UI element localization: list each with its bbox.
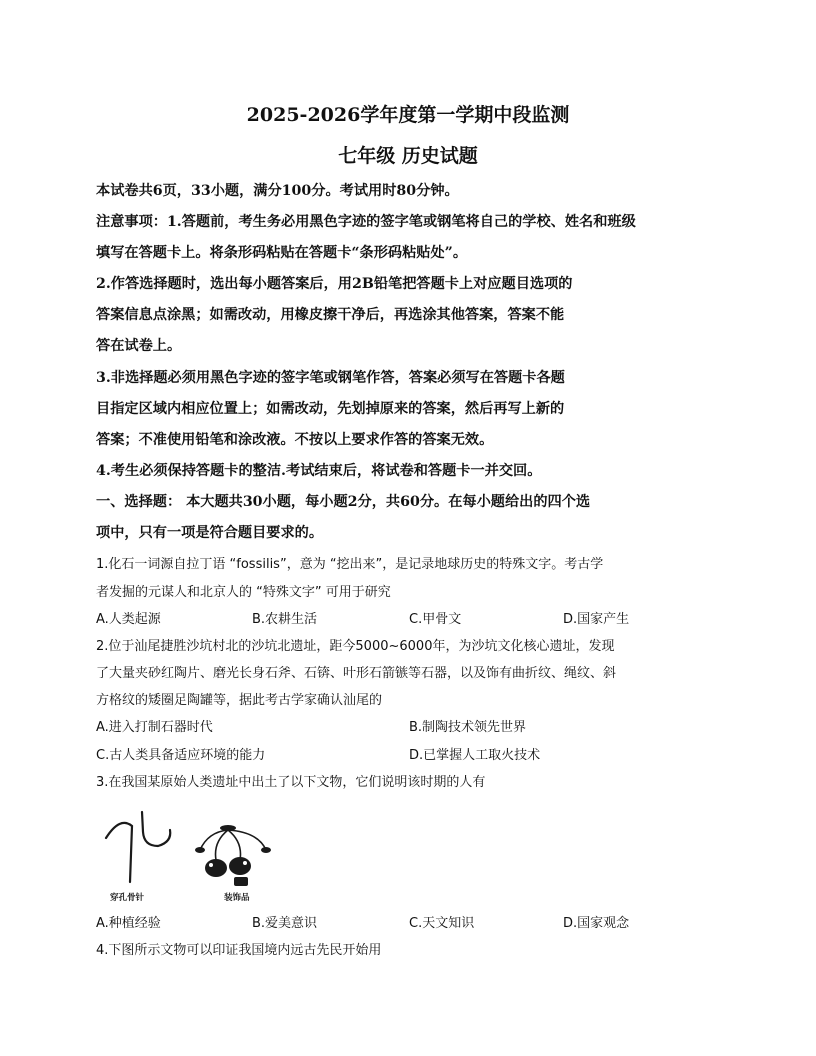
artifact-figure (98, 802, 308, 906)
section-heading: 项中，只有一项是符合题目要求的。 (96, 525, 324, 541)
question-2-stem: 了大量夹砂红陶片、磨光长身石斧、石锛、叶形石箭镞等石器，以及饰有曲折纹、绳纹、斜 (96, 666, 617, 681)
question-2-option-a: A.进入打制石器时代 (96, 720, 213, 735)
question-2-option-d: D.已掌握人工取火技术 (409, 748, 541, 763)
question-3-option-d: D.国家观念 (563, 916, 630, 931)
question-3-option-b: B.爱美意识 (252, 916, 318, 931)
question-1-option-c: C.甲骨文 (409, 612, 462, 627)
question-1-option-b: B.农耕生活 (252, 612, 318, 627)
question-3-option-c: C.天文知识 (409, 916, 475, 931)
question-4-stem: 4.下图所示文物可以印证我国境内远古先民开始用 (96, 943, 382, 958)
ornament-icon (195, 825, 271, 886)
bone-needle-icon (106, 812, 170, 882)
instruction-line: 答案；不准使用铅笔和涂改液。不按以上要求作答的答案无效。 (96, 432, 494, 448)
instruction-line: 3.非选择题必须用黑色字迹的签字笔或钢笔作答，答案必须写在答题卡各题 (96, 370, 565, 386)
question-1-option-a: A.人类起源 (96, 612, 161, 627)
instruction-line: 答案信息点涂黑；如需改动，用橡皮擦干净后，再选涂其他答案，答案不能 (96, 307, 565, 323)
question-2-stem: 方格纹的矮圈足陶罐等，据此考古学家确认汕尾的 (96, 693, 383, 708)
question-1-stem: 者发掘的元谋人和北京人的 “特殊文字” 可用于研究 (96, 585, 391, 600)
needle-caption: 穿孔骨针 (110, 893, 145, 903)
exam-title: 2025-2026学年度第一学期中段监测 (246, 104, 570, 126)
question-1-stem: 1.化石一词源自拉丁语 “fossilis”，意为 “挖出来”，是记录地球历史的特殊文字。考古学 (96, 557, 604, 572)
question-2-option-c: C.古人类具备适应环境的能力 (96, 748, 266, 763)
question-2-option-b: B.制陶技术领先世界 (409, 720, 527, 735)
artifact-illustration (98, 802, 308, 906)
question-2-stem: 2.位于汕尾捷胜沙坑村北的沙坑北遗址，距今5000~6000年，为沙坑文化核心遗址，发现 (96, 639, 615, 654)
instruction-line: 2.作答选择题时，选出每小题答案后，用2B铅笔把答题卡上对应题目选项的 (96, 276, 573, 292)
instruction-line: 目指定区域内相应位置上；如需改动，先划掉原来的答案，然后再写上新的 (96, 401, 565, 417)
exam-subtitle: 七年级 历史试题 (338, 145, 478, 167)
question-1-option-d: D.国家产生 (563, 612, 630, 627)
instruction-line: 4.考生必须保持答题卡的整洁.考试结束后，将试卷和答题卡一并交回。 (96, 463, 542, 479)
section-heading: 一、选择题： 本大题共30小题，每小题2分，共60分。在每小题给出的四个选 (96, 494, 591, 510)
instruction-line: 答在试卷上。 (96, 338, 182, 354)
question-3-stem: 3.在我国某原始人类遗址中出土了以下文物，它们说明该时期的人有 (96, 775, 486, 790)
instruction-line: 填写在答题卡上。将条形码粘贴在答题卡“条形码粘贴处”。 (96, 245, 468, 261)
instruction-line: 注意事项：1.答题前，考生务必用黑色字迹的签字笔或钢笔将自己的学校、姓名和班级 (96, 214, 636, 230)
question-3-option-a: A.种植经验 (96, 916, 161, 931)
ornament-caption: 装饰品 (224, 893, 250, 903)
instruction-line: 本试卷共6页，33小题，满分100分。考试用时80分钟。 (96, 183, 459, 199)
